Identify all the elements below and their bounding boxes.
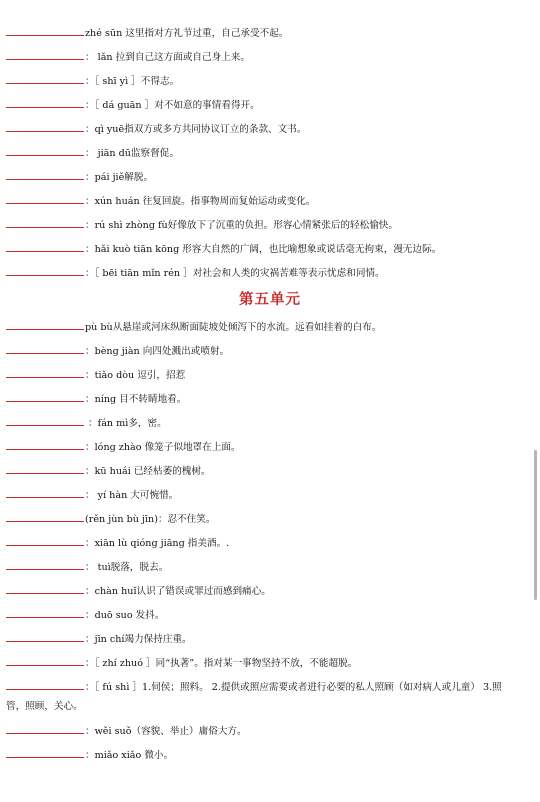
answer-blank[interactable] bbox=[6, 608, 84, 618]
item-text: ：miǎo xiǎo 微小。 bbox=[85, 750, 174, 761]
list-item bbox=[6, 242, 536, 257]
list-item bbox=[6, 512, 536, 527]
answer-blank[interactable] bbox=[6, 392, 84, 402]
answer-blank[interactable] bbox=[6, 416, 84, 426]
item-text: ：jīn chí竭力保持庄重。 bbox=[85, 634, 192, 645]
item-text: ：níng 目不转睛地看。 bbox=[85, 394, 187, 405]
answer-blank[interactable] bbox=[6, 440, 84, 450]
answer-blank[interactable] bbox=[6, 218, 84, 228]
item-text: ：qì yuē指双方或多方共同协议订立的条款、文书。 bbox=[85, 124, 307, 135]
answer-blank[interactable] bbox=[6, 560, 84, 570]
item-text: ：tiǎo dòu 逗引，招惹 bbox=[85, 370, 186, 381]
list-item bbox=[6, 368, 536, 383]
list-item bbox=[6, 488, 536, 503]
item-text: ： lǎn 拉到自己这方面或自己身上来。 bbox=[85, 52, 250, 63]
list-item bbox=[6, 656, 536, 671]
answer-blank[interactable] bbox=[6, 320, 84, 330]
item-text: ：xiān lù qióng jiāng 指美酒。. bbox=[85, 538, 230, 549]
answer-blank[interactable] bbox=[6, 74, 84, 84]
answer-blank[interactable] bbox=[6, 146, 84, 156]
answer-blank[interactable] bbox=[6, 488, 84, 498]
list-item bbox=[6, 536, 536, 551]
item-text: ：duō suo 发抖。 bbox=[85, 610, 165, 621]
list-item bbox=[6, 50, 536, 65]
item-text: ：［ bēi tiān mǐn rén ］对社会和人类的灾祸苦难等表示忧虑和同情。 bbox=[85, 268, 385, 279]
answer-blank[interactable] bbox=[6, 584, 84, 594]
list-item bbox=[6, 218, 536, 233]
list-item bbox=[6, 170, 536, 185]
list-item bbox=[6, 724, 536, 739]
answer-blank[interactable] bbox=[6, 748, 84, 758]
list-item bbox=[6, 392, 536, 407]
item-text: ： jiān dū监察督促。 bbox=[85, 148, 179, 159]
item-text: zhé sūn 这里指对方礼节过重，自己承受不起。 bbox=[85, 28, 289, 39]
list-item bbox=[6, 748, 536, 763]
item-text: ：wěi suǒ（容貌、举止）庸俗大方。 bbox=[85, 726, 247, 737]
answer-blank[interactable] bbox=[6, 122, 84, 132]
item-text: ：xún huán 往复回旋。指事物周而复始运动或变化。 bbox=[85, 196, 316, 207]
list-item bbox=[6, 584, 536, 599]
list-item bbox=[6, 98, 536, 113]
answer-blank[interactable] bbox=[6, 632, 84, 642]
answer-blank[interactable] bbox=[6, 266, 84, 276]
answer-blank[interactable] bbox=[6, 724, 84, 734]
list-item bbox=[6, 416, 536, 431]
item-text: (rěn jùn bù jīn)：忍不住笑。 bbox=[85, 514, 216, 525]
list-item bbox=[6, 560, 536, 575]
item-text: ：bèng jiàn 向四处溅出或喷射。 bbox=[85, 346, 230, 357]
unit5-heading: 第五单元 bbox=[239, 292, 301, 308]
item-text: ：［ fú shì ］1.伺侯；照料。 2.提供或照应需要或者进行必要的私人照顾（如对病人或儿童） 3.照 bbox=[85, 682, 502, 693]
answer-blank[interactable] bbox=[6, 368, 84, 378]
item-text: ：pái jiě解脱。 bbox=[85, 172, 154, 183]
list-item bbox=[6, 464, 536, 479]
answer-blank[interactable] bbox=[6, 656, 84, 666]
item-text: ： tuì脱落，脱去。 bbox=[85, 562, 169, 573]
item-text: ：［ zhí zhuó ］同“执著”。指对某一事物坚持不放，不能超脱。 bbox=[85, 658, 358, 669]
list-item bbox=[6, 344, 536, 359]
answer-blank[interactable] bbox=[6, 50, 84, 60]
item-text: pù bù从悬崖或河床纵断面陡坡处倾泻下的水流。远看如挂着的白布。 bbox=[85, 322, 382, 333]
answer-blank[interactable] bbox=[6, 536, 84, 546]
answer-blank[interactable] bbox=[6, 242, 84, 252]
answer-blank[interactable] bbox=[6, 194, 84, 204]
answer-blank[interactable] bbox=[6, 680, 84, 690]
list-item bbox=[6, 74, 536, 89]
scrollbar[interactable] bbox=[534, 450, 537, 600]
list-item bbox=[6, 440, 536, 455]
item-text: ：kū huái 已经枯萎的槐树。 bbox=[85, 466, 211, 477]
answer-blank[interactable] bbox=[6, 26, 84, 36]
list-item bbox=[6, 320, 536, 335]
item-continuation: 管，照顾，关心。 bbox=[6, 701, 83, 712]
item-text: ：［ shī yì ］不得志。 bbox=[85, 76, 180, 87]
list-item bbox=[6, 146, 536, 161]
item-text: ： yí hàn 大可惋惜。 bbox=[85, 490, 179, 501]
list-item bbox=[6, 194, 536, 209]
answer-blank[interactable] bbox=[6, 344, 84, 354]
answer-blank[interactable] bbox=[6, 170, 84, 180]
answer-blank[interactable] bbox=[6, 464, 84, 474]
list-item bbox=[6, 680, 536, 695]
answer-blank[interactable] bbox=[6, 512, 84, 522]
list-item bbox=[6, 122, 536, 137]
list-item bbox=[6, 608, 536, 623]
item-text: ：rú shì zhòng fù好像放下了沉重的负担。形容心情紧张后的轻松愉快。 bbox=[85, 220, 398, 231]
list-item bbox=[6, 632, 536, 647]
item-text: ：fán mì多，密。 bbox=[85, 418, 167, 429]
answer-blank[interactable] bbox=[6, 98, 84, 108]
list-item bbox=[6, 26, 536, 41]
item-text: ：chàn huǐ认识了错误或罪过而感到痛心。 bbox=[85, 586, 271, 597]
item-text: ：hǎi kuò tiān kōng 形容大自然的广阔，也比喻想象或说话毫无拘束，漫无边际。 bbox=[85, 244, 442, 255]
item-text: ：lóng zhào 像笼子似地罩在上面。 bbox=[85, 442, 241, 453]
item-text: ：［ dá guān ］对不如意的事情看得开。 bbox=[85, 100, 260, 111]
list-item bbox=[6, 266, 536, 281]
